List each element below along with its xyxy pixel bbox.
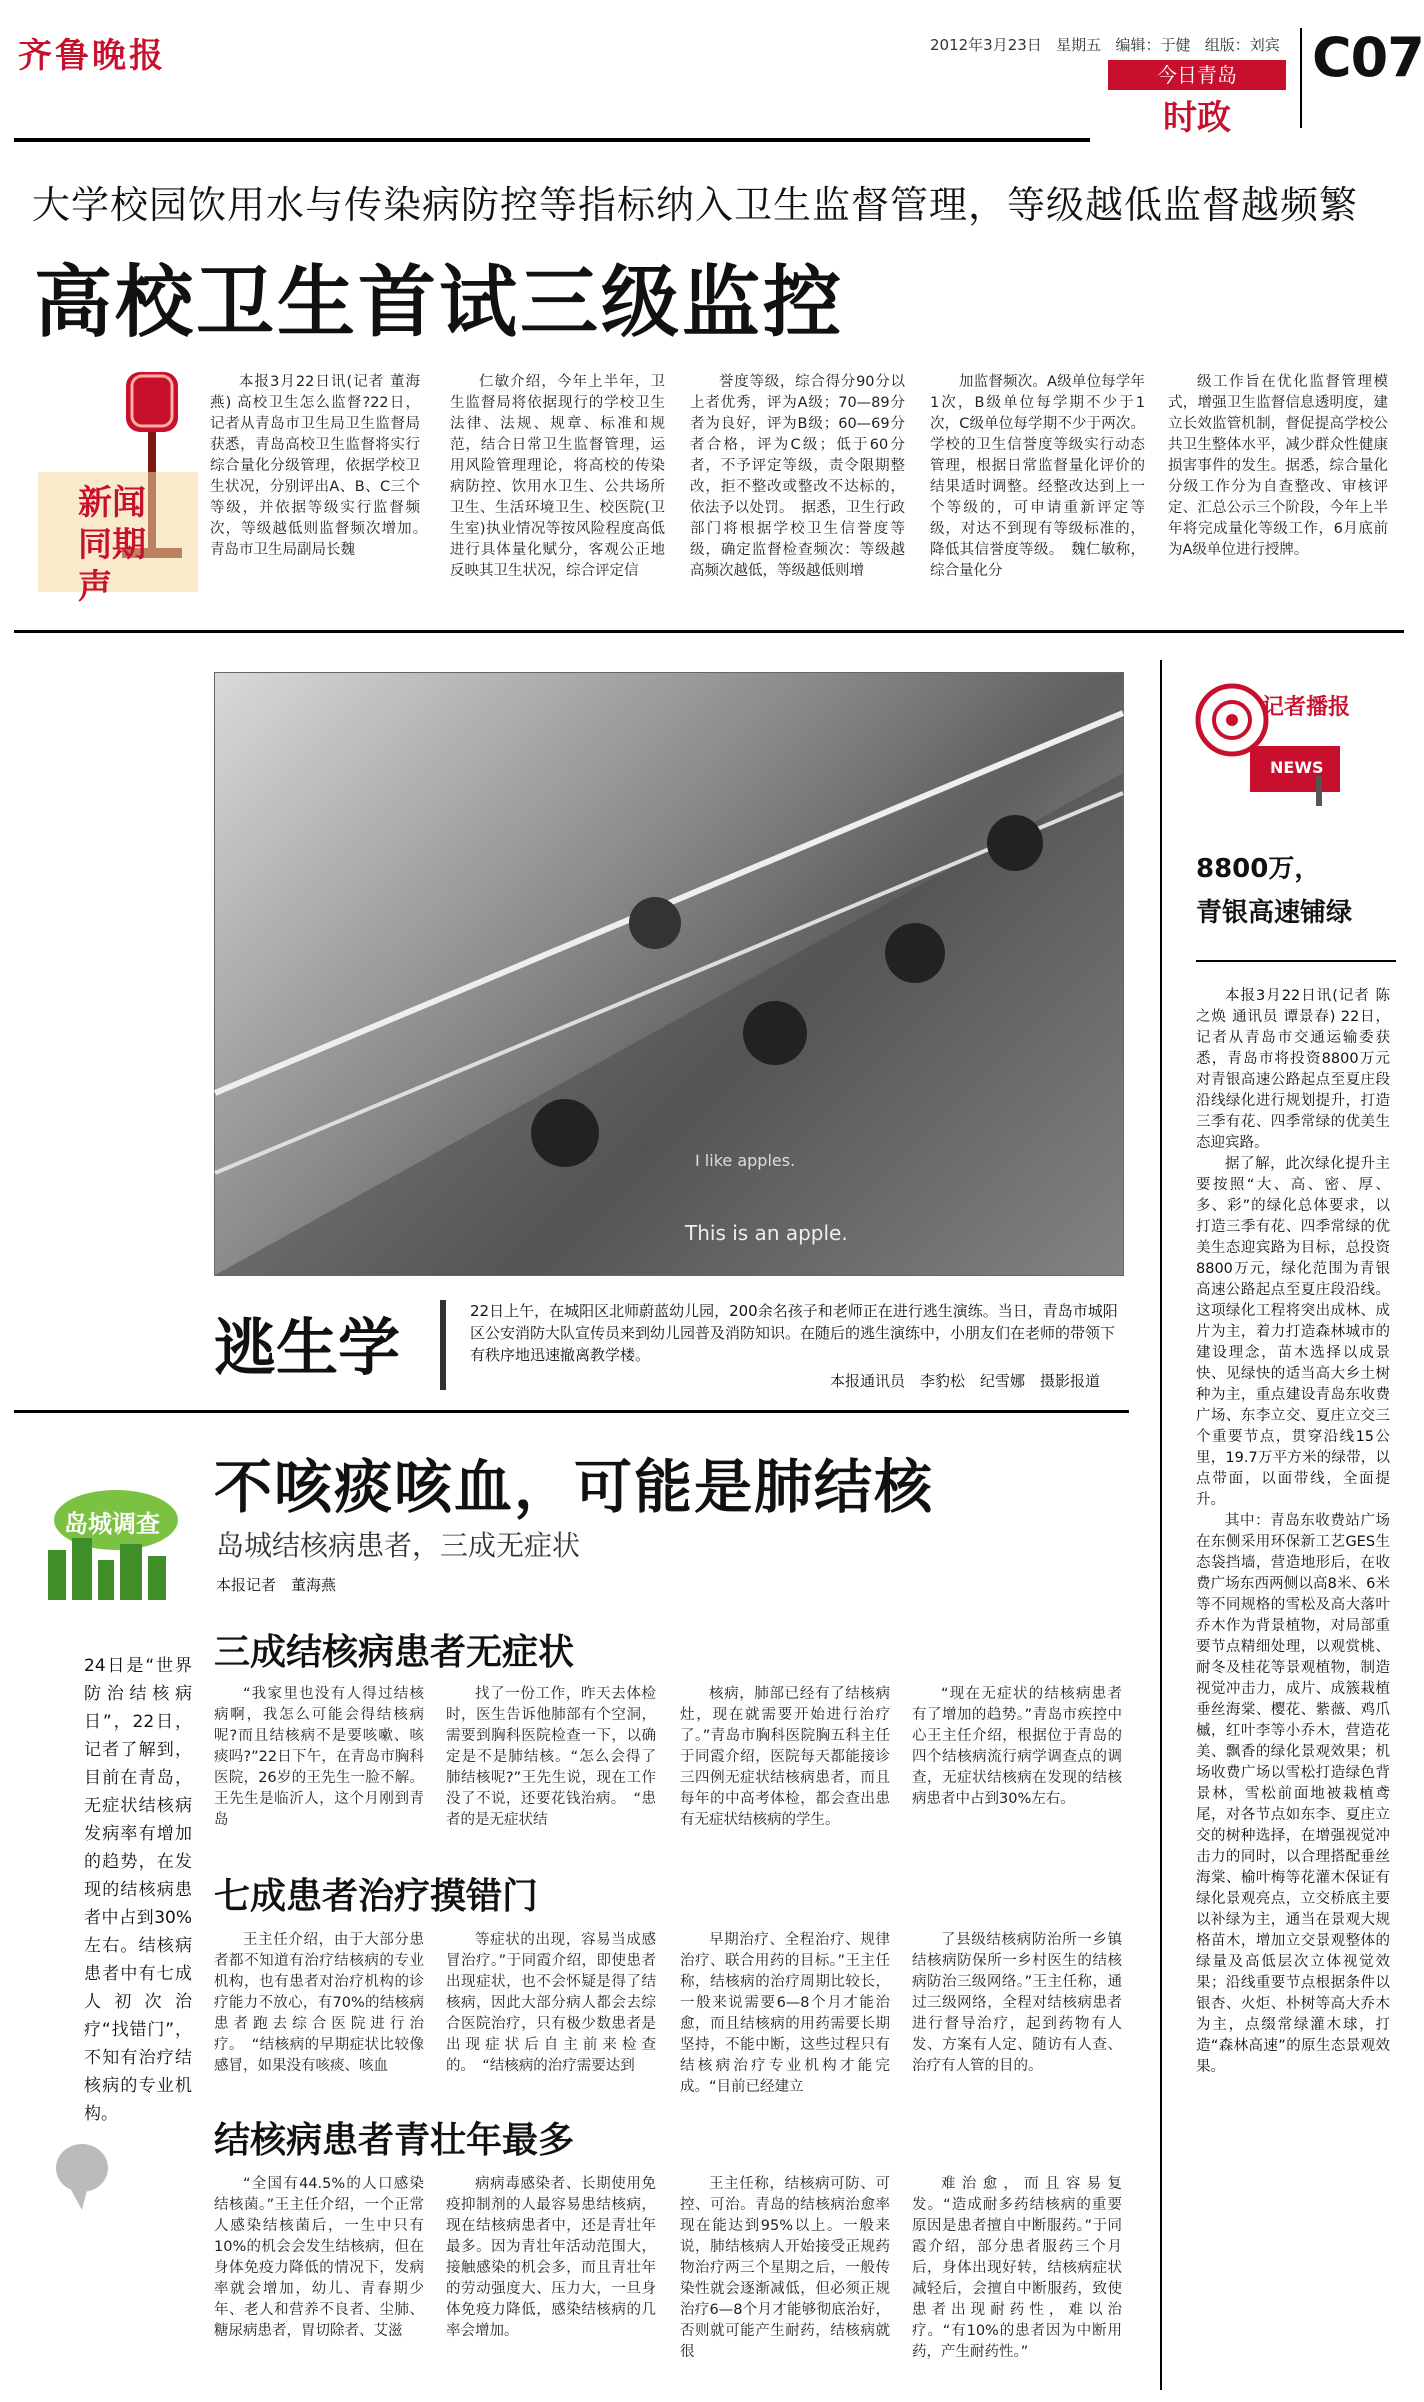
lead-col-4-text: 加监督频次。A级单位每学年1次，B级单位每学期不少于1次，C级单位每学期不少于两次。学校的卫生信誉度等级实行动态管理，根据日常监督量化评价的结果适时调整。经整改达到上一个等级的，可申请重新评定等级，对达不到现有等级标准的，降低其信誉度等级。 魏仁敏称，综合量化分 [930,374,1145,579]
tb-sub-1: 三成结核病患者无症状 [214,1632,575,1673]
lead-kicker: 大学校园饮用水与传染病防控等指标纳入卫生监督管理，等级越低监督越频繁 [32,183,1359,227]
lead-col-2 [450,372,665,612]
tb-s1-col-1 [214,1684,424,1834]
photo-caption: 22日上午，在城阳区北师蔚蓝幼儿园，200余名孩子和老师正在进行逃生演练。当日，青岛市城阳区公安消防大队宣传员来到幼儿园普及消防知识。在随后的逃生演练中，小朋友们在老师的带领下有秩序地迅速撤离教学楼。 [470,1302,1118,1364]
survey-badge-text: 岛城调查 [64,1509,160,1538]
news-badge-text: 新闻同期声 [78,483,146,607]
tb-s1-col-2-text: 找了一份工作，昨天去体检时，医生告诉他肺部有个空洞，需要到胸科医院检查一下，以确定是不是肺结核。“怎么会得了肺结核呢?”王先生说，现在工作没了不说，还要花钱治病。 “患者的是无症状结 [446,1686,656,1828]
stair-sign-1: This is an apple. [685,1221,848,1245]
sidebar-p1: 本报3月22日讯(记者 陈之焕 通讯员 谭景春) 22日，记者从青岛市交通运输委获悉，青岛市将投资8800万元对青银高速公路起点至夏庄段沿线绿化进行规划提升，打造三季有花、四季常绿的优美生态迎宾路。 [1196,988,1390,1151]
speech-bubble-icon [52,2140,112,2210]
sidebar-headline-2: 青银高速铺绿 [1196,898,1353,928]
tb-s1-col-4-text: “现在无症状的结核病患者有了增加的趋势。”青岛市疾控中心王主任介绍，根据位于青岛的四个结核病流行病学调查点的调查，无症状结核病在发现的结核病患者中占到30%左右。 [912,1686,1122,1807]
caption-divider [440,1300,446,1390]
tb-s1-col-3-text: 核病，肺部已经有了结核病灶，现在就需要开始进行治疗了。”青岛市胸科医院胸五科主任于同霞介绍，医院每天都能接诊三四例无症状结核病患者，而且每年的中高考体检，都会查出患有无症状结核病的学生。 [680,1686,890,1828]
sidebar-rule-2 [1196,960,1396,962]
city-skyline-icon [38,1480,188,1600]
tb-sub-2: 七成患者治疗摸错门 [214,1876,539,1917]
reporter-badge [1190,676,1380,806]
tb-s3-col-3-text: 王主任称，结核病可防、可控、可治。青岛的结核病治愈率现在能达到95%以上。一般来说，肺结核病人开始接受正规药物治疗两三个星期之后，一般传染性就会逐渐减低，但必须正规治疗6—8个月才能够彻底治好，否则就可能产生耐药，结核病就很 [680,2176,890,2360]
tb-s2-col-1-text: 王主任介绍，由于大部分患者都不知道有治疗结核病的专业机构，也有患者对治疗机构的诊疗能力不放心，有70%的结核病患者跑去综合医院进行治疗。 “结核病的早期症状比较像感冒，如果没有咳痰、咳血 [214,1932,424,2074]
tb-s3-col-2-text: 病病毒感染者、长期使用免疫抑制剂的人最容易患结核病，现在结核病患者中，还是青壮年最多。因为青壮年活动范围大，接触感染的机会多，而且青壮年的劳动强度大、压力大，一旦身体免疫力降低，感染结核病的几率会增加。 [446,2176,656,2339]
tb-deck: 岛城结核病患者，三成无症状 [216,1529,581,1562]
tb-s1-col-1-text: “我家里也没有人得过结核病啊，我怎么可能会得结核病呢?而且结核病不是要咳嗽、咳痰吗?”22日下午，在青岛市胸科医院，26岁的王先生一脸不解。王先生是临沂人，这个月刚到青岛 [214,1686,424,1828]
layout-editor: 组版：刘宾 [1204,36,1280,54]
lead-col-4 [930,372,1145,612]
survey-badge [38,1480,188,1600]
lead-bottom-rule [14,630,1404,633]
section-tag: 今日青岛 [1108,60,1286,90]
masthead-logo: 齐鲁晚报 [18,36,166,76]
photo-credit: 本报通讯员 李豹松 纪雪娜 摄影报道 [830,1372,1101,1390]
lead-col-5-text: 级工作旨在优化监督管理模式，增强卫生监督信息透明度，建立长效监管机制，督促提高学校公共卫生整体水平，减少群众性健康损害事件的发生。据悉，综合量化分级工作分为自查整改、审核评定、汇总公示三个阶段，今年上半年将完成量化等级工作，6月底前为A级单位进行授牌。 [1168,374,1388,558]
sidebar-p3: 其中：青岛东收费站广场在东侧采用环保新工艺GES生态袋挡墙，营造地形后，在收费广场东西两侧以高8米、6米等不同规格的雪松及高大落叶乔木作为背景植物，对局部重要节点精细处理，以观赏桃、耐冬及桂花等景观植物，制造视觉冲击力，成片、成簇栽植垂丝海棠、樱花、紫薇、鸡爪槭，红叶李等小乔木，营造花美、飘香的绿化景观效果；机场收费广场以雪松打造绿色背景林，雪松前面地被栽植鸢尾，对各节点如东李、夏庄立交的树种选择，在增强视觉冲击力的同时，以合理搭配垂丝海棠、榆叶梅等花灌木保证有绿化景观亮点，立交桥底主要以补绿为主，通当在景观大规格苗木，增加立交景观整体的绿量及高低层次立体视觉效果；沿线重要节点根据条件以银杏、火炬、朴树等高大乔木为主，点缀常绿灌木球，打造“森林高速”的原生态景观效果。 [1196,1513,1390,2075]
lead-col-3-text: 誉度等级，综合得分90分以上者优秀，评为A级；70—89分者为良好，评为B级；60—69分者合格，评为C级；低于60分者，不予评定等级，责令限期整改，拒不整改或整改不达标的，依法予以处罚。 据悉，卫生行政部门将根据学校卫生信誉度等级，确定监督检查频次：等级越高频次越低，等级越低则增 [690,374,905,579]
tb-headline: 不咳痰咳血，可能是肺结核 [214,1453,935,1521]
page-number: C07 [1312,26,1424,89]
tb-byline: 本报记者 董海燕 [216,1576,337,1594]
tb-s2-col-1 [214,1930,424,2080]
tb-s2-col-4 [912,1930,1122,2080]
lead-headline: 高校卫生首试三级监控 [34,258,845,348]
tb-s2-col-4-text: 了县级结核病防治所一乡镇结核病防保所一乡村医生的结核病防治三级网络。”王主任称，通过三级网络，全程对结核病患者进行督导治疗，起到药物有人发、方案有人定、随访有人查、治疗有人管的目的。 [912,1932,1122,2074]
tb-s3-col-1-text: “全国有44.5%的人口感染结核菌。”王主任介绍，一个正常人感染结核菌后，一生中只有10%的机会会发生结核病，但在身体免疫力降低的情况下，发病率就会增加，幼儿、青春期少年、老人和营养不良者、尘肺、糖尿病患者，胃切除者、艾滋 [214,2176,424,2339]
lead-col-3 [690,372,905,612]
sidebar-p2: 据了解，此次绿化提升主要按照“大、高、密、厚、多、彩”的绿化总体要求，以打造三季有花、四季常绿的优美生态迎宾路为目标，总投资8800万元，绿化范围为青银高速公路起点至夏庄段沿线。这项绿化工程将突出成林、成片为主，着力打造森林城市的建设理念，苗木选择以成景快、见绿快的适当高大乡土树种为主，重点建设青岛东收费广场、东李立交、夏庄立交三个重要节点，贯穿沿线15公里，19.7万平方米的绿带，以点带面，以面带线，全面提升。 [1196,1156,1390,1508]
lead-col-1 [210,372,435,612]
sidebar-rule [1160,660,1162,2390]
tb-s2-col-2-text: 等症状的出现，容易当成感冒治疗。”于同霞介绍，即使患者出现症状，也不会怀疑是得了结核病，因此大部分病人都会去综合医院治疗，只有极少数患者是出现症状后自主前来检查的。 “结核病的治疗需要达到 [446,1932,656,2074]
evacuation-drill-photo [214,672,1124,1276]
issue-weekday: 星期五 [1056,36,1102,54]
stair-sign-2: I like apples. [695,1151,796,1170]
tb-s3-col-1 [214,2174,424,2384]
photo-label: 逃生学 [214,1311,401,1384]
editor: 编辑：于健 [1115,36,1191,54]
tb-s1-col-2 [446,1684,656,1834]
tb-s1-col-4 [912,1684,1122,1834]
reporter-badge-text: 记者播报 [1262,695,1351,720]
section-name: 时政 [1163,98,1231,138]
tb-s1-col-3 [680,1684,890,1834]
photo-bottom-rule [14,1410,1129,1413]
sidebar-headline-1: 8800万， [1196,854,1321,884]
tb-s3-col-3 [680,2174,890,2384]
tb-intro: 24日是“世界防治结核病日”，22日，记者了解到，目前在青岛，无症状结核病发病率有增加的趋势，在发现的结核病患者中占到30%左右。结核病患者中有七成人初次治疗“找错门”，不知有治疗结核病的专业机构。 [84,1656,192,2124]
header-divider [1300,28,1302,128]
tb-s3-col-4-text: 难治愈，而且容易复发。“造成耐多药结核病的重要原因是患者擅自中断服药。”于同霞介绍，部分患者服药三个月后，身体出现好转，结核病症状减轻后，会擅自中断服药，致使患者出现耐药性，难以治疗。“有10%的患者因为中断用药，产生耐药性。” [912,2176,1122,2360]
photo-illustration [215,673,1123,1275]
issue-info [930,34,1280,55]
tb-s2-col-3-text: 早期治疗、全程治疗、规律治疗、联合用药的目标。”王主任称，结核病的治疗周期比较长，一般来说需要6—8个月才能治愈，而且结核病的用药需要长期坚持，不能中断，这些过程只有结核病治疗专业机构才能完成。“目前已经建立 [680,1932,890,2095]
tb-s3-col-4 [912,2174,1122,2384]
sidebar-body [1196,986,1390,2382]
top-rule [14,138,1090,142]
lead-col-5 [1168,372,1388,612]
tb-sub-3: 结核病患者青壮年最多 [214,2120,575,2161]
issue-date: 2012年3月23日 [930,36,1042,54]
tb-s2-col-2 [446,1930,656,2080]
lead-col-2-text: 仁敏介绍，今年上半年，卫生监督局将依据现行的学校卫生法律、法规、规章、标准和规范，结合日常卫生监督管理，运用风险管理理论，将高校的传染病防控、饮用水卫生、公共场所卫生、生活环境卫生、校医院(卫生室)执业情况等按风险程度高低进行具体量化赋分，客观公正地反映其卫生状况，综合评定信 [450,374,665,579]
tb-s2-col-3 [680,1930,890,2095]
reporter-badge-news: NEWS [1270,758,1324,777]
lead-col-1-text: 本报3月22日讯(记者 董海燕) 高校卫生怎么监督?22日，记者从青岛市卫生局卫生监督局获悉，青岛高校卫生监督将实行综合量化分级管理，依据学校卫生状况，分别评出A、B、C三个等级，并依据等级实行监督频次，等级越低则监督频次增加。 青岛市卫生局副局长魏 [210,374,435,558]
news-badge [38,372,210,607]
tb-s3-col-2 [446,2174,656,2384]
